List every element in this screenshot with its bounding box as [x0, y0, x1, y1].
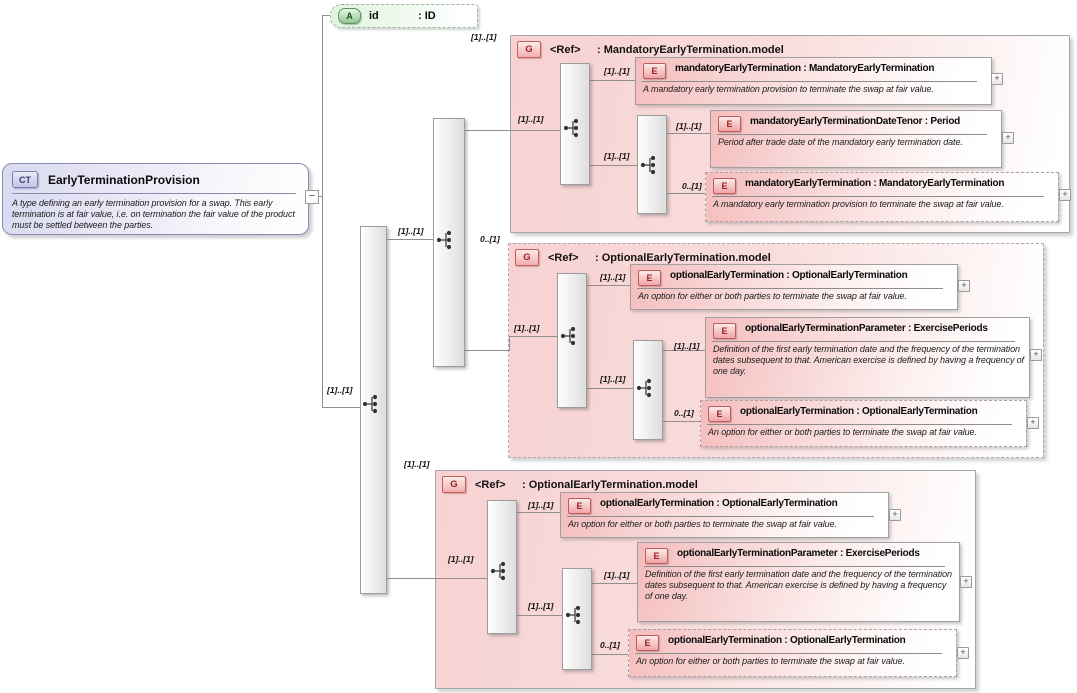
sequence-icon — [640, 154, 660, 176]
cardinality-label: [1]..[1] — [528, 601, 554, 611]
sequence-icon — [636, 377, 656, 399]
cardinality-label: 0..[1] — [480, 234, 500, 244]
complex-type-name: EarlyTerminationProvision — [48, 172, 200, 187]
element-header — [631, 265, 957, 286]
connector-line — [590, 583, 637, 584]
group-header — [436, 471, 975, 493]
expand-toggle[interactable]: + — [960, 576, 972, 588]
cardinality-label: [1]..[1] — [518, 114, 544, 124]
element-icon: E — [645, 548, 668, 564]
connector-line — [588, 165, 637, 166]
group-model-label: : OptionalEarlyTermination.model — [595, 251, 771, 264]
cardinality-label: [1]..[1] — [398, 226, 424, 236]
separator — [567, 516, 874, 517]
element-box-optionalEarlyTerminationParameter-1[interactable] — [705, 317, 1030, 398]
expand-toggle[interactable]: + — [1030, 349, 1042, 361]
cardinality-label: [1]..[1] — [676, 121, 702, 131]
element-description: Definition of the first early termination date and the frequency of the termination dates subsequent to that. American exercise is defined by having a frequency of one day. — [645, 569, 952, 601]
element-box-optionalEarlyTermination-1[interactable] — [630, 264, 958, 310]
element-header — [629, 630, 956, 651]
connector-line — [585, 388, 633, 389]
expand-toggle[interactable]: + — [1002, 132, 1014, 144]
connector-line — [590, 654, 628, 655]
connector-line — [509, 336, 510, 351]
group-ref-label: <Ref> — [550, 43, 581, 56]
element-box-mandatoryEarlyTerminationDateTenor[interactable] — [710, 110, 1002, 168]
element-description: A mandatory early termination provision to terminate the swap at fair value. — [643, 84, 934, 94]
connector-line — [661, 421, 700, 422]
element-box-optionalEarlyTermination-optional-2[interactable] — [628, 629, 957, 677]
cardinality-label: [1]..[1] — [448, 554, 474, 564]
group-header — [509, 244, 1043, 266]
element-description: An option for either or both parties to terminate the swap at fair value. — [708, 427, 977, 437]
connector-line — [665, 193, 705, 194]
cardinality-label: [1]..[1] — [674, 341, 700, 351]
element-box-optionalEarlyTermination-optional-1[interactable] — [700, 400, 1027, 447]
element-icon: E — [568, 498, 591, 514]
element-header — [706, 173, 1058, 194]
separator — [635, 653, 942, 654]
attribute-name: id — [369, 10, 379, 22]
separator — [12, 193, 296, 194]
element-icon: E — [718, 116, 741, 132]
connector-line — [585, 285, 630, 286]
separator — [637, 288, 943, 289]
cardinality-label: 0..[1] — [600, 640, 620, 650]
element-header — [701, 401, 1026, 422]
separator — [707, 424, 1012, 425]
cardinality-label: [1]..[1] — [514, 323, 540, 333]
connector-line — [509, 336, 557, 337]
element-box-mandatoryEarlyTermination-optional[interactable] — [705, 172, 1059, 222]
element-title: optionalEarlyTermination : OptionalEarlyTermination — [600, 498, 838, 509]
element-icon: E — [708, 406, 731, 422]
group-ref-label: <Ref> — [548, 251, 579, 264]
collapse-toggle[interactable]: − — [305, 190, 319, 204]
separator — [712, 341, 1015, 342]
element-title: optionalEarlyTerminationParameter : ExercisePeriods — [745, 323, 988, 334]
element-icon: E — [643, 63, 666, 79]
element-title: optionalEarlyTermination : OptionalEarlyTermination — [668, 635, 906, 646]
cardinality-label: [1]..[1] — [604, 66, 630, 76]
element-description: A mandatory early termination provision to terminate the swap at fair value. — [713, 199, 1004, 209]
element-header — [706, 318, 1029, 339]
group-icon: G — [442, 476, 466, 493]
group-icon: G — [517, 41, 541, 58]
element-header — [711, 111, 1001, 132]
group-header — [511, 36, 1069, 58]
cardinality-label: [1]..[1] — [471, 32, 497, 42]
cardinality-label: [1]..[1] — [604, 151, 630, 161]
element-header — [638, 543, 959, 564]
group-icon: G — [515, 249, 539, 266]
group-model-label: : OptionalEarlyTermination.model — [522, 478, 698, 491]
expand-toggle[interactable]: + — [958, 280, 970, 292]
connector-line — [515, 615, 562, 616]
separator — [642, 81, 977, 82]
connector-line — [322, 407, 360, 408]
sequence-icon — [560, 325, 580, 347]
element-icon: E — [713, 323, 736, 339]
element-description: An option for either or both parties to terminate the swap at fair value. — [568, 519, 837, 529]
element-title: optionalEarlyTermination : OptionalEarlyTermination — [740, 406, 978, 417]
connector-line — [463, 130, 560, 131]
element-title: optionalEarlyTerminationParameter : ExercisePeriods — [677, 548, 920, 559]
cardinality-label: [1]..[1] — [404, 459, 430, 469]
connector-line — [515, 512, 560, 513]
complex-type-description: A type defining an early termination provision for a swap. This early termination is at fair value, i.e. on termination the fair value of the product must be settled between the parties. — [12, 198, 295, 230]
complex-type-icon: CT — [12, 171, 38, 188]
element-icon: E — [638, 270, 661, 286]
connector-line — [385, 578, 487, 579]
sequence-icon — [436, 229, 456, 251]
separator — [712, 196, 1044, 197]
element-title: optionalEarlyTermination : OptionalEarlyTermination — [670, 270, 908, 281]
element-icon: E — [636, 635, 659, 651]
expand-toggle[interactable]: + — [991, 73, 1003, 85]
complex-type-header — [3, 164, 308, 188]
cardinality-label: 0..[1] — [674, 408, 694, 418]
attribute-icon: A — [338, 8, 361, 24]
attribute-box-id[interactable] — [330, 4, 478, 28]
element-description: An option for either or both parties to terminate the swap at fair value. — [638, 291, 907, 301]
cardinality-label: [1]..[1] — [604, 570, 630, 580]
element-description: Definition of the first early termination date and the frequency of the termination dates subsequent to that. American exercise is defined by having a frequency of one day. — [713, 344, 1024, 376]
expand-toggle[interactable]: + — [957, 647, 969, 659]
element-box-mandatoryEarlyTermination[interactable] — [635, 57, 992, 105]
cardinality-label: [1]..[1] — [600, 374, 626, 384]
sequence-icon — [565, 604, 585, 626]
connector-line — [588, 80, 635, 81]
cardinality-label: 0..[1] — [682, 181, 702, 191]
separator — [717, 134, 987, 135]
separator — [644, 566, 945, 567]
cardinality-label: [1]..[1] — [327, 385, 353, 395]
connector-line — [385, 239, 433, 240]
group-ref-label: <Ref> — [475, 478, 506, 491]
connector-line — [665, 133, 710, 134]
cardinality-label: [1]..[1] — [528, 500, 554, 510]
expand-toggle[interactable]: + — [1027, 417, 1039, 429]
connector-line — [322, 15, 323, 408]
element-title: mandatoryEarlyTermination : MandatoryEarlyTermination — [745, 178, 1005, 189]
element-box-optionalEarlyTermination-2[interactable] — [560, 492, 889, 538]
element-title: mandatoryEarlyTerminationDateTenor : Period — [750, 116, 961, 127]
sequence-icon — [362, 393, 382, 415]
connector-line — [463, 350, 509, 351]
group-model-label: : MandatoryEarlyTermination.model — [597, 43, 784, 56]
complex-type-box[interactable] — [2, 163, 309, 235]
element-header — [636, 58, 991, 79]
cardinality-label: [1]..[1] — [600, 272, 626, 282]
element-description: An option for either or both parties to terminate the swap at fair value. — [636, 656, 905, 666]
expand-toggle[interactable]: + — [889, 509, 901, 521]
sequence-icon — [563, 117, 583, 139]
element-title: mandatoryEarlyTermination : MandatoryEarlyTermination — [675, 63, 935, 74]
element-description: Period after trade date of the mandatory early termination date. — [718, 137, 963, 147]
sequence-icon — [490, 560, 510, 582]
attribute-type: : ID — [418, 10, 436, 22]
element-header — [561, 493, 888, 514]
element-box-optionalEarlyTerminationParameter-2[interactable] — [637, 542, 960, 622]
element-icon: E — [713, 178, 736, 194]
expand-toggle[interactable]: + — [1059, 189, 1071, 201]
